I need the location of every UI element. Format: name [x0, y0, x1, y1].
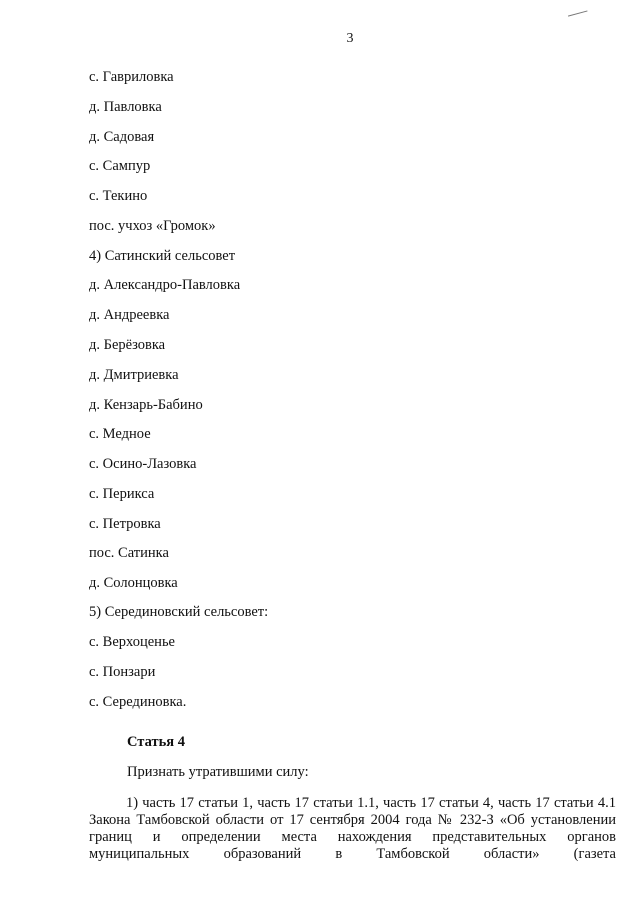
page-number: 3: [346, 31, 354, 46]
list-item: д. Солонцовка: [89, 575, 178, 591]
list-item: пос. учхоз «Громок»: [89, 218, 216, 234]
list-item: с. Понзари: [89, 664, 156, 680]
list-item: с. Гавриловка: [89, 69, 174, 85]
scan-mark: [568, 10, 588, 18]
list-item: с. Петровка: [89, 516, 161, 532]
list-item: 4) Сатинский сельсовет: [89, 248, 236, 264]
list-item: пос. Сатинка: [89, 545, 169, 561]
list-item: д. Берёзовка: [89, 337, 166, 353]
list-item: д. Садовая: [89, 129, 155, 145]
list-item: д. Кензарь-Бабино: [89, 397, 203, 413]
article-intro: Признать утратившими силу:: [127, 764, 309, 780]
list-item: с. Сампур: [89, 158, 151, 174]
list-item: с. Текино: [89, 188, 148, 204]
list-item: с. Медное: [89, 426, 151, 442]
article-heading: Статья 4: [127, 734, 185, 750]
list-item: с. Перикса: [89, 486, 155, 502]
list-item: с. Осино-Лазовка: [89, 456, 197, 472]
list-item: с. Верхоценье: [89, 634, 175, 650]
list-item: д. Павловка: [89, 99, 162, 115]
list-item: д. Александро-Павловка: [89, 277, 241, 293]
article-paragraph: 1) часть 17 статьи 1, часть 17 статьи 1.1, часть 17 статьи 4, часть 17 статьи 4.1 Закона Тамбовской области от 17 сентября 2004 года № 232-З «Об установлении границ и определении места нахождения представительных органов муниципальных образований в Тамбовской области» (газета: [89, 795, 616, 862]
list-item: д. Андреевка: [89, 307, 170, 323]
list-item: д. Дмитриевка: [89, 367, 179, 383]
list-item: 5) Серединовский сельсовет:: [89, 604, 269, 620]
list-item: с. Серединовка.: [89, 694, 187, 710]
